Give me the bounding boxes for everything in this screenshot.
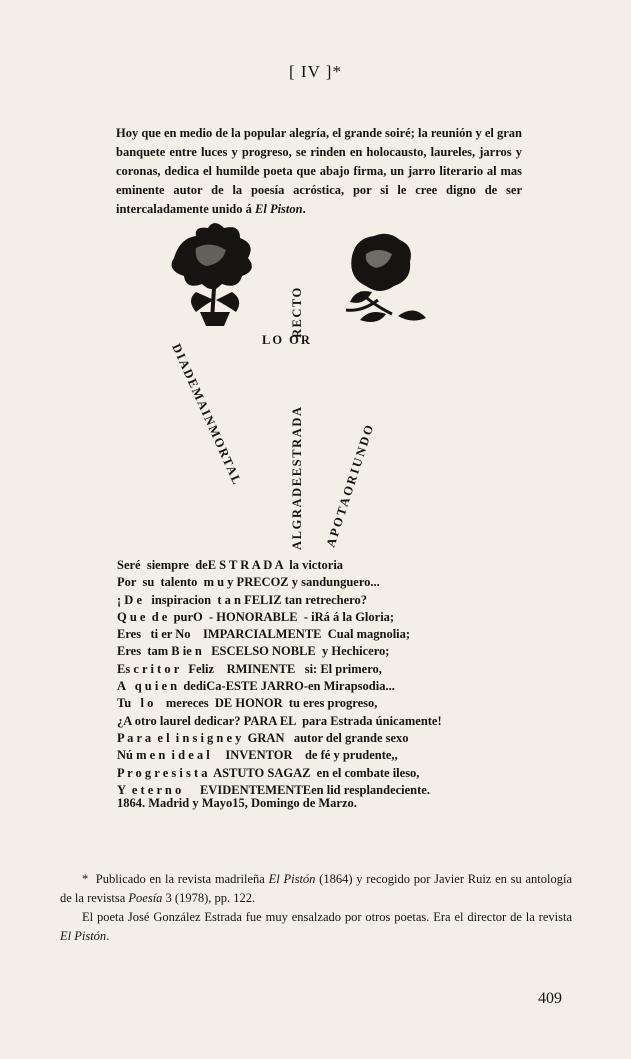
poem-line: Nú m e n i d e a l INVENTOR de fé y prudente,, xyxy=(117,748,398,763)
poem-line: A q u i e n dediCa-ESTE JARRO-en Mirapsodia... xyxy=(117,679,395,694)
left-arc-text: DIADEMAINMORTAL xyxy=(169,341,245,488)
footnote-text: Publicado en la revista madrileña xyxy=(95,872,269,886)
flower-icon xyxy=(172,223,252,326)
footnote-title: El Pistón xyxy=(268,872,316,886)
center-vertical-text: ALGRADEESTRADA xyxy=(290,405,304,550)
intro-text: Hoy que en medio de la popular alegría, el grande soiré; la reunión y el gran banquete entre luces y progreso, se rinden en holocausto, laureles, jarros y coronas, dedica el humilde poeta que abajo firma, un jarro literario al mas eminente autor de la poesía acróstica, por si le cree digno de ser intercaladamente unido á xyxy=(116,126,522,216)
intro-title: El Piston xyxy=(255,202,303,216)
poem-line: Tu l o mereces DE HONOR tu eres progreso, xyxy=(117,696,378,711)
footnote-text: 3 (1978), pp. 122. xyxy=(162,891,256,905)
dateline: 1864. Madrid y Mayo15, Domingo de Marzo. xyxy=(117,796,357,810)
poem-line: Y e t e r n o EVIDENTEMENTEen lid resplandeciente. xyxy=(117,782,430,797)
intro-end: . xyxy=(302,202,306,216)
footnote-paragraph-1 xyxy=(60,870,572,908)
poem-line: Eres ti er No IMPARCIALMENTE Cual magnolia; xyxy=(117,627,411,642)
poem-line: P r o g r e s i s t a ASTUTO SAGAZ en el combate ileso, xyxy=(117,765,420,780)
rose-icon xyxy=(346,234,426,322)
poem-line: ¡ D e inspiracion t a n FELIZ tan retrechero? xyxy=(117,592,367,607)
footnote-mark: * xyxy=(82,872,89,886)
footnote-title: Poesía xyxy=(128,891,163,905)
center-top-vertical-text: RECTO xyxy=(290,286,304,338)
footnote xyxy=(60,870,572,946)
footnote-title: El Pistón xyxy=(60,929,107,943)
top-word: LO OR xyxy=(262,333,312,347)
poem-line: Es c r i t o r Feliz RMINENTE si: El primero, xyxy=(117,661,382,676)
footnote-text: (1864) y recogido por Javier Ruiz en su antología de la revistsa xyxy=(60,872,573,905)
section-title: [ IV ]* xyxy=(289,62,342,81)
footnote-text: El poeta José González Estrada fue muy ensalzado por otros poetas. Era el director de la revista xyxy=(82,910,572,924)
acrostic-poem xyxy=(117,557,517,799)
poem-line: ¿A otro laurel dedicar? PARA EL para Estrada únicamente! xyxy=(117,713,442,728)
poem-line: Por su talento m u y PRECOZ y sandunguero... xyxy=(117,575,380,590)
footnote-paragraph-2 xyxy=(60,908,572,946)
poem-line: Seré siempre deE S T R A D A la victoria xyxy=(117,558,344,572)
page-number: 409 xyxy=(538,990,562,1007)
footnote-text: . xyxy=(106,929,110,943)
poem-line: Eres tam B ie n ESCELSO NOBLE y Hechicero; xyxy=(117,644,390,659)
poem-line: Q u e d e purO - HONORABLE - iRá á la Gloria; xyxy=(117,609,395,624)
right-arc-text: APOTAORIUNDO xyxy=(323,421,377,549)
poem-line: P a r a e l i n s i g n e y GRAN autor del grande sexo xyxy=(117,730,409,745)
